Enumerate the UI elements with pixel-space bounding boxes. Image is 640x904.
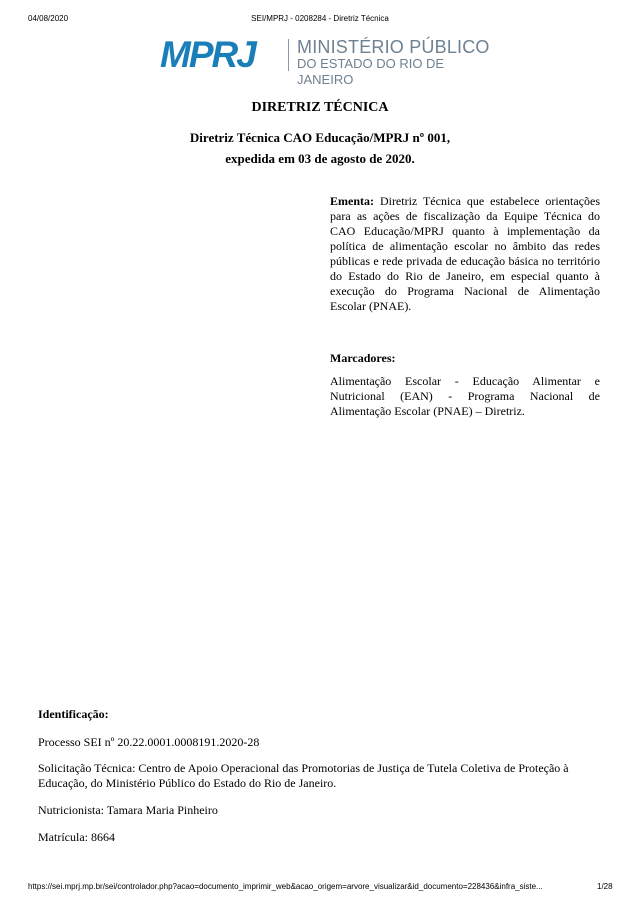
logo-line1: MINISTÉRIO PÚBLICO: [297, 37, 490, 57]
ementa-label: Ementa:: [330, 194, 374, 208]
matricula: Matrícula: 8664: [38, 830, 115, 844]
nutricionista: Nutricionista: Tamara Maria Pinheiro: [38, 803, 218, 817]
mprj-logo: [160, 34, 490, 87]
page-number: 1/28: [597, 882, 613, 891]
print-header-title: SEI/MPRJ - 0208284 - Diretriz Técnica: [251, 14, 389, 23]
document-subtitle-2: expedida em 03 de agosto de 2020.: [225, 151, 415, 166]
solicitacao-tecnica: Solicitação Técnica: Centro de Apoio Operacional das Promotorias de Justiça de Tutela Coletiva de Proteção à Educação, do Ministério Público do Estado do Rio de Janeiro.: [38, 761, 569, 790]
marcadores-label: Marcadores:: [330, 351, 396, 365]
logo-divider: [288, 39, 289, 71]
ementa-text: Diretriz Técnica que estabelece orientações para as ações de fiscalização da Equipe Técnica do CAO Educação/MPRJ quanto à implementação da política de alimentação escolar no âmbito das redes públicas e rede privada de educação básica no território do Estado do Rio de Janeiro, em especial quanto à execução do Programa Nacional de Alimentação Escolar (PNAE).: [330, 194, 600, 313]
processo-number: Processo SEI nº 20.22.0001.0008191.2020-28: [38, 735, 260, 749]
document-title: DIRETRIZ TÉCNICA: [251, 100, 389, 115]
logo-line2: DO ESTADO DO RIO DE JANEIRO: [297, 56, 445, 87]
ementa-block: [330, 194, 600, 314]
marcadores-text: Alimentação Escolar - Educação Alimentar e Nutricional (EAN) - Programa Nacional de Alimentação Escolar (PNAE) – Diretriz.: [330, 374, 600, 418]
logo-mark: MPRJ: [160, 34, 255, 75]
print-footer-url: https://sei.mprj.mp.br/sei/controlador.php?acao=documento_imprimir_web&acao_origem=arvore_visualizar&id_documento=228436&infra_siste...: [28, 882, 543, 891]
identificacao-label: Identificação:: [38, 707, 109, 721]
print-date: 04/08/2020: [28, 14, 69, 23]
document-subtitle-1: Diretriz Técnica CAO Educação/MPRJ nº 001,: [189, 130, 451, 145]
